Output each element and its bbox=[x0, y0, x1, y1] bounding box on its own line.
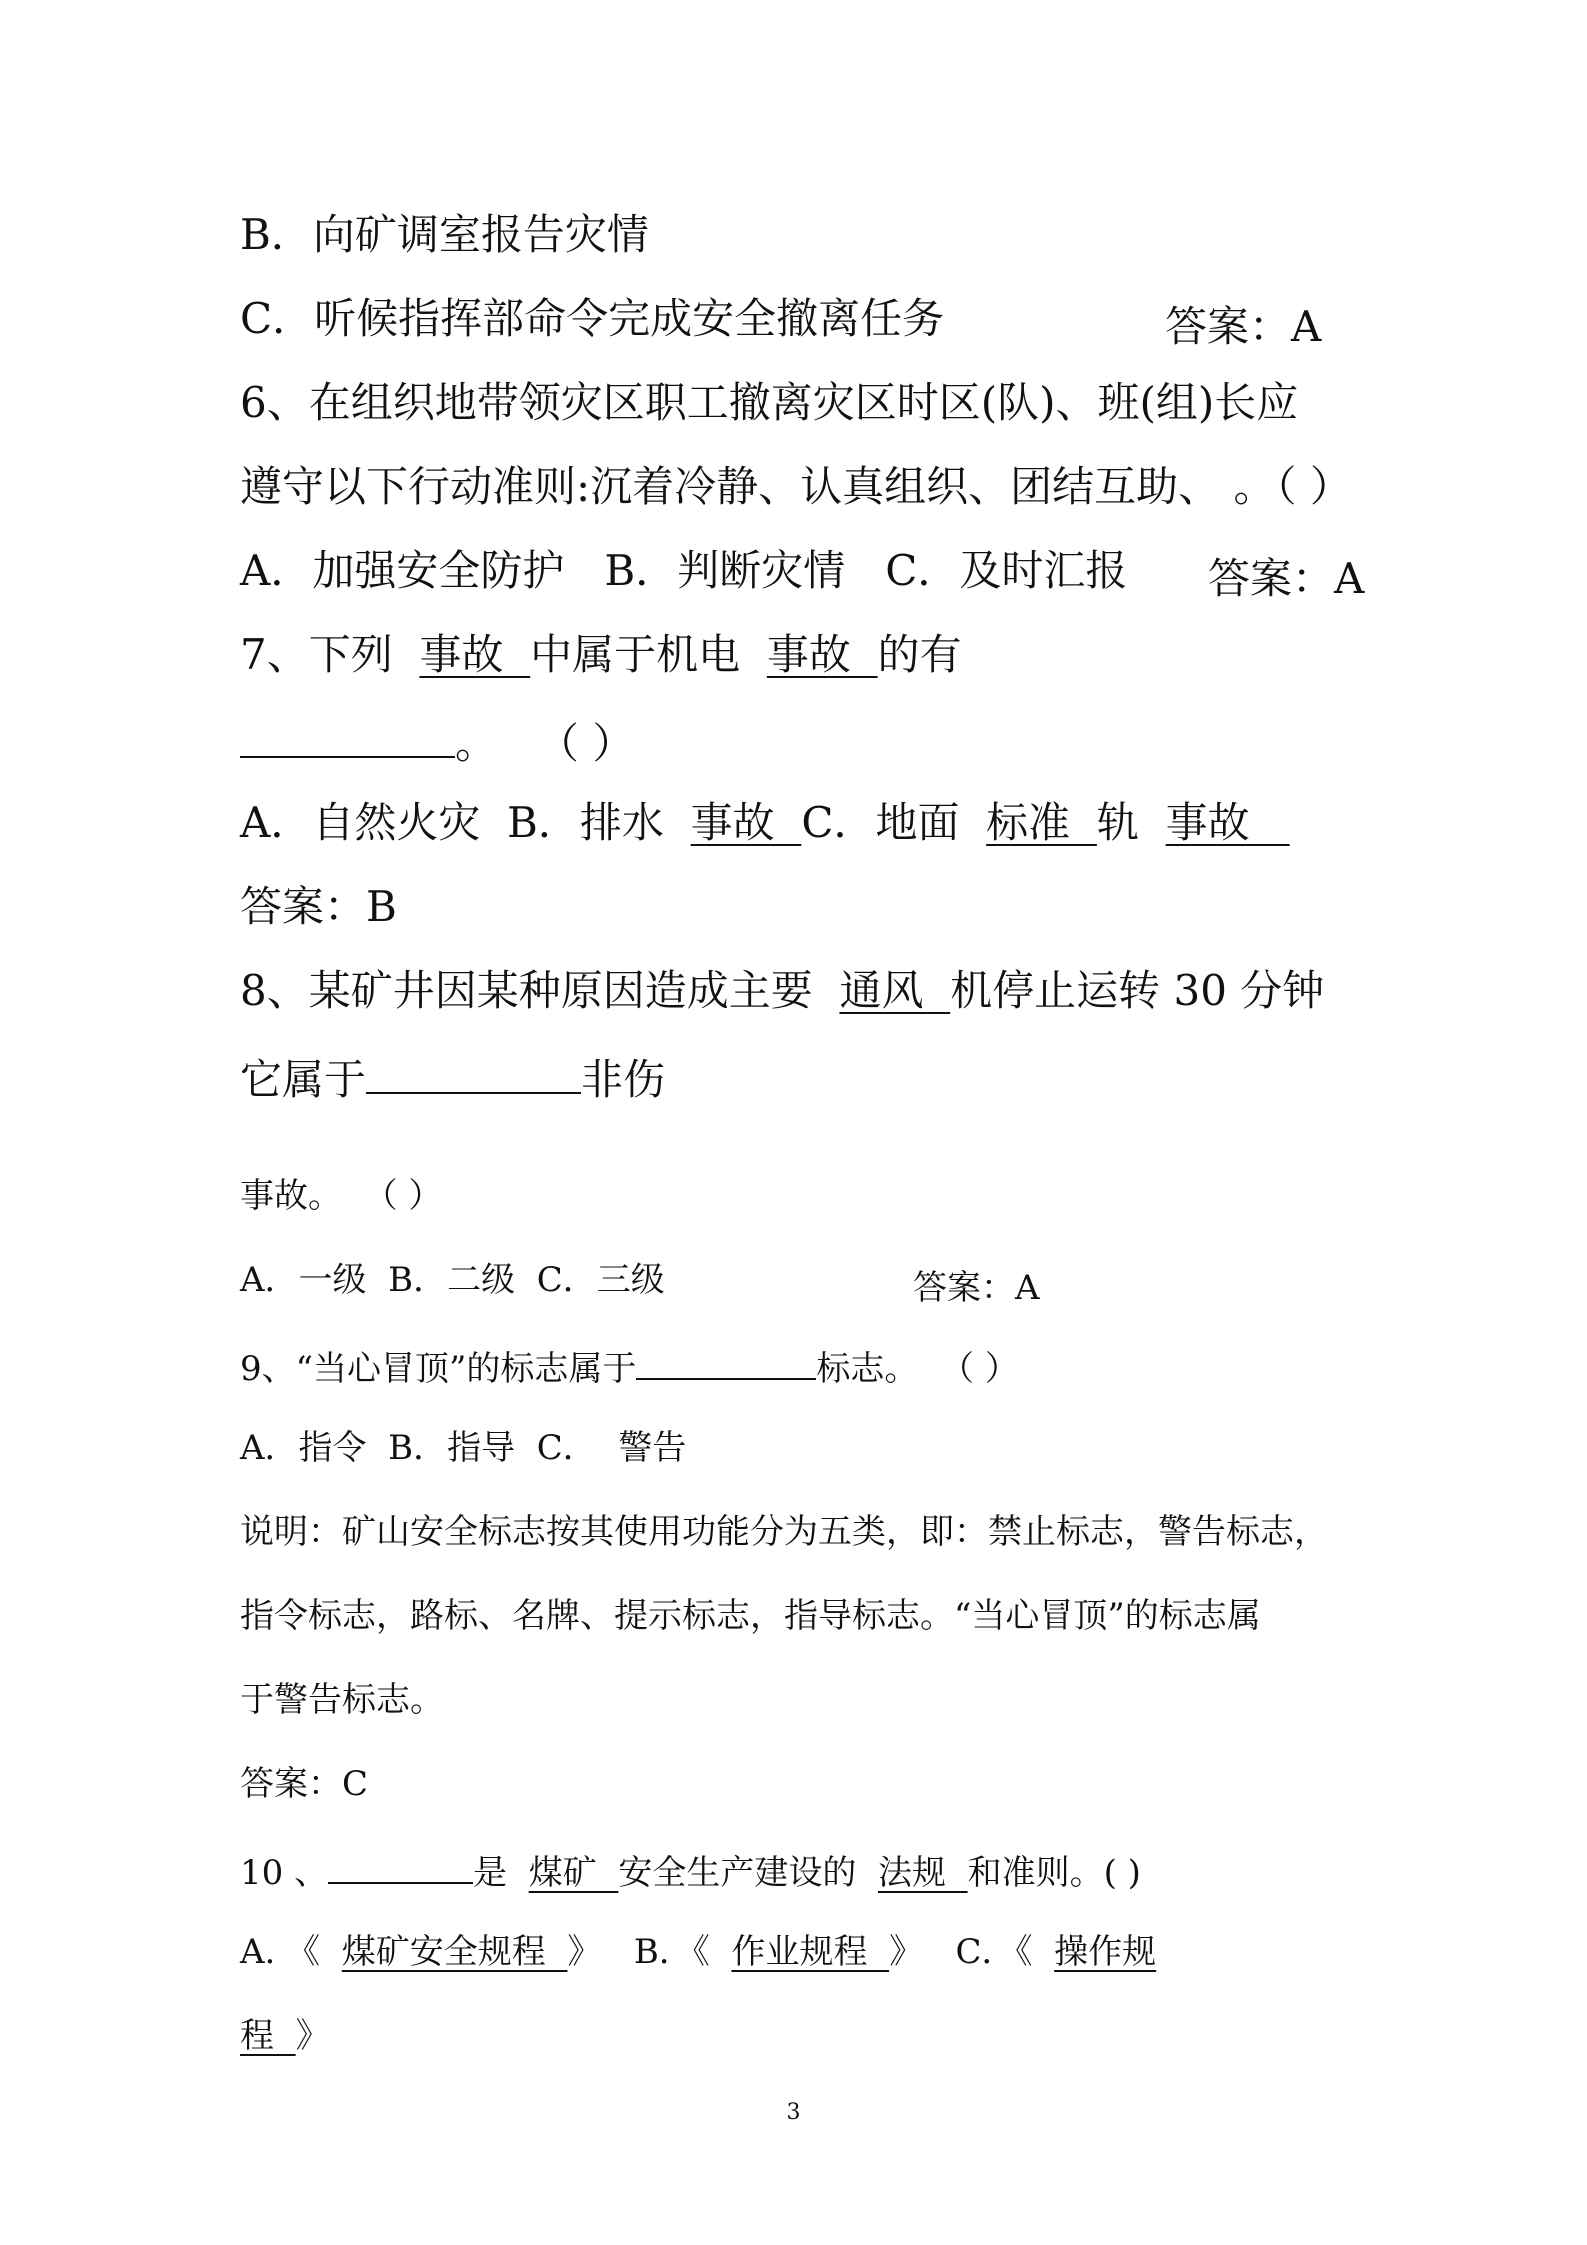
q10-option-text: A. 《 bbox=[240, 1932, 331, 1972]
q9-text: 9、“当心冒顶”的标志属于 bbox=[240, 1349, 637, 1389]
q9-explanation-line2: 指令标志，路标、名牌、提示标志，指导标志。“当心冒顶”的标志属 bbox=[240, 1596, 1261, 1636]
answer-blank bbox=[328, 1848, 473, 1884]
q9-explanation-line3: 于警告标志。 bbox=[240, 1680, 444, 1720]
q9-options: A．指令 B．指导 C． 警告 bbox=[240, 1428, 687, 1468]
q7-underlined-term: 事故 bbox=[690, 798, 802, 847]
q8-question-line3: 事故。 （ ） bbox=[240, 1176, 443, 1216]
q10-text: 是 bbox=[473, 1853, 518, 1893]
q10-option-text: 》 bbox=[295, 2016, 330, 2056]
q10-underlined-term: 操作规 bbox=[1054, 1932, 1157, 1972]
q10-option-text: 》 bbox=[567, 1932, 634, 1972]
q10-text: 安全生产建设的 bbox=[618, 1853, 868, 1893]
q10-option-text: B．《 bbox=[633, 1932, 721, 1972]
q10-underlined-term: 程 bbox=[240, 2016, 296, 2056]
q7-text: 中属于机电 bbox=[530, 630, 754, 679]
q8-text: 它属于 bbox=[240, 1055, 367, 1104]
q8-text: 8、某矿井因某种原因造成主要 bbox=[240, 966, 827, 1015]
q8-text: 非伤 bbox=[581, 1055, 666, 1104]
q7-text: 的有 bbox=[877, 630, 962, 679]
q9-explanation-line1: 说明：矿山安全标志按其使用功能分为五类，即：禁止标志，警告标志， bbox=[240, 1512, 1328, 1552]
q8-answer: 答案：A bbox=[913, 1268, 1040, 1308]
q10-underlined-term: 煤矿 bbox=[528, 1853, 619, 1893]
q8-options: A．一级 B．二级 C．三级 bbox=[240, 1260, 665, 1300]
q10-text: 10 、 bbox=[240, 1853, 329, 1893]
q7-underlined-term: 事故 bbox=[1165, 798, 1290, 847]
q8-text: 机停止运转 30 分钟 bbox=[950, 966, 1325, 1015]
q7-text: 。 （ ） bbox=[455, 719, 635, 768]
q7-option-text: C．地面 bbox=[801, 798, 973, 847]
q7-option-text: A．自然火灾 B．排水 bbox=[240, 798, 678, 847]
q7-question-line2 bbox=[240, 714, 1347, 769]
q6-options: A．加强安全防护 B．判断灾情 C．及时汇报 bbox=[240, 546, 1128, 595]
answer-blank bbox=[366, 1050, 581, 1094]
q10-underlined-term: 法规 bbox=[877, 1853, 968, 1893]
q7-underlined-term: 事故 bbox=[419, 630, 531, 679]
q10-option-text: C．《 bbox=[955, 1932, 1044, 1972]
q7-question-line1 bbox=[240, 630, 1347, 680]
q8-underlined-term: 通风 bbox=[839, 966, 951, 1015]
q8-question-line2 bbox=[240, 1050, 1347, 1105]
q10-question bbox=[240, 1848, 1347, 1894]
q10-underlined-term: 煤矿安全规程 bbox=[341, 1932, 568, 1972]
q9-answer: 答案：C bbox=[240, 1764, 369, 1804]
q6-question-line1: 6、在组织地带领灾区职工撤离灾区时区(队)、班(组)长应 bbox=[240, 378, 1299, 427]
q7-options bbox=[240, 798, 1347, 848]
q7-text: 7、下列 bbox=[240, 630, 407, 679]
q10-options-line2 bbox=[240, 2016, 1347, 2057]
q9-text: 标志。 （ ） bbox=[816, 1349, 1019, 1389]
q6-answer: 答案：A bbox=[1208, 554, 1365, 603]
q5-option-c: C．听候指挥部命令完成安全撤离任务 bbox=[240, 294, 945, 343]
q7-answer: 答案：B bbox=[240, 882, 397, 931]
q10-option-text: 》 bbox=[889, 1932, 956, 1972]
q10-options bbox=[240, 1932, 1347, 1973]
q10-text: 和准则。( ) bbox=[967, 1853, 1141, 1893]
answer-blank bbox=[240, 714, 455, 758]
q9-question bbox=[240, 1344, 1347, 1390]
q6-question-line2: 遵守以下行动准则:沉着冷静、认真组织、团结互助、 。（ ） bbox=[240, 462, 1352, 511]
q5-answer: 答案：A bbox=[1165, 302, 1322, 351]
q7-option-text: 轨 bbox=[1096, 798, 1153, 847]
answer-blank bbox=[636, 1344, 816, 1380]
q8-question-line1 bbox=[240, 966, 1347, 1016]
q5-option-b: B．向矿调室报告灾情 bbox=[240, 210, 649, 259]
q7-underlined-term: 事故 bbox=[766, 630, 878, 679]
q7-underlined-term: 标准 bbox=[986, 798, 1097, 847]
q10-underlined-term: 作业规程 bbox=[731, 1932, 890, 1972]
page-number: 3 bbox=[786, 2100, 801, 2125]
